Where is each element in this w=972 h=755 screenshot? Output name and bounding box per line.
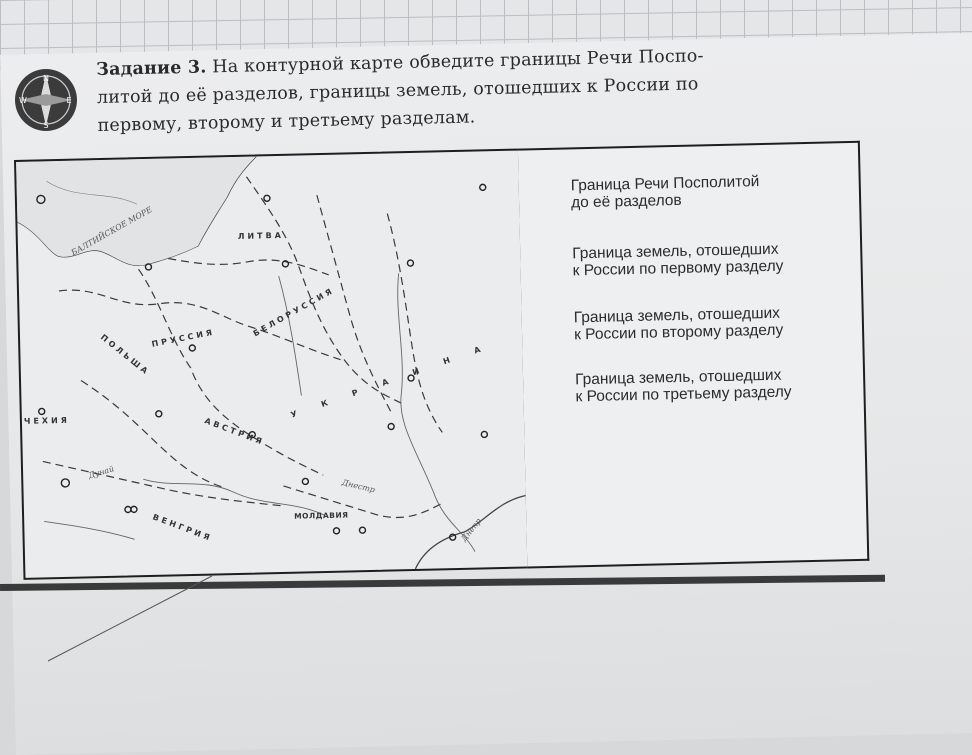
map-label-prussia: ПРУССИЯ [150,327,216,349]
legend-item-3: Граница земель, отошедших к России по второму разделу [573,304,784,344]
task-line-1: Задание 3. На контурной карте обведите границы Речи Поспо- [96,46,704,80]
river-dnestr: Днестр [340,477,376,495]
river-dunai: Дунай [87,464,116,481]
map-label-belorussia: БЕЛОРУССИЯ [251,285,336,339]
map-label-chekhia: ЧЕХИЯ [23,415,70,426]
map-label-vengria: ВЕНГРИЯ [151,512,214,544]
map-label-moldavia: МОЛДАВИЯ [294,510,349,521]
compass-s: S [43,121,49,130]
map-label-baltic-sea: БАЛТИЙСКОЕ МОРЕ [69,204,154,258]
map-label-ukraina: УКРАИНА [289,336,507,420]
compass-w: W [19,96,27,105]
task-line-2: литой до её разделов, границы земель, отошедших к России по [96,74,699,108]
map-label-avstria: АВСТРИЯ [203,416,266,448]
river-dnepr: Днепр [459,516,484,544]
legend-item-1: Граница Речи Посполитой до её разделов [570,173,760,212]
task-line-3: первому, второму и третьему разделам. [97,107,476,136]
legend-item-4: Граница земель, отошедших к России по третьему разделу [574,366,792,406]
task-number: Задание 3. [96,57,207,80]
map-label-polsha: ПОЛЬША [98,332,152,378]
compass-e: E [66,96,72,105]
map-label-litva: ЛИТВА [237,230,284,241]
compass-n: N [43,74,49,83]
legend-item-2: Граница земель, отошедших к России по первому разделу [572,240,784,280]
